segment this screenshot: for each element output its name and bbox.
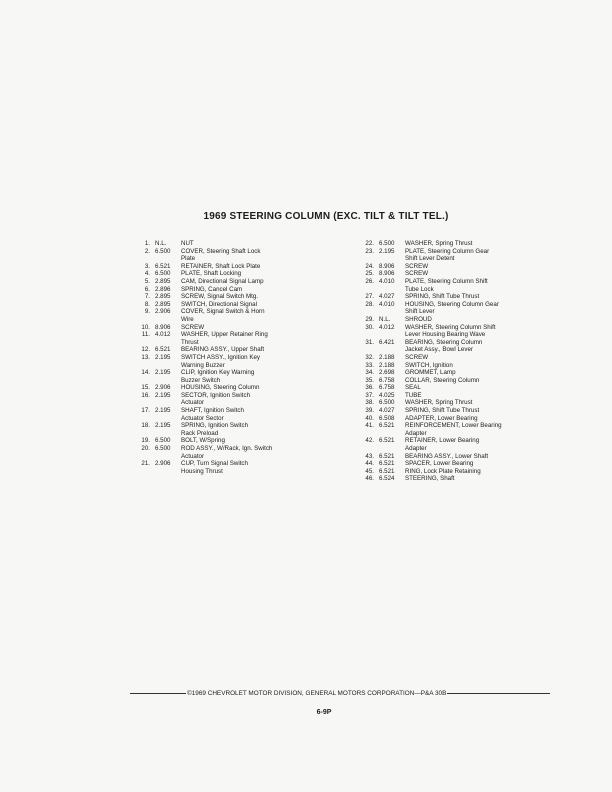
part-description: STEERING, Shaft: [405, 475, 455, 483]
part-number: 45.: [365, 467, 374, 475]
part-description: WASHER, Spring Thrust: [405, 399, 473, 407]
part-number: 46.: [365, 475, 374, 483]
part-description: WASHER, Steering Column Shift Lever Housing Bearing Wave: [405, 323, 496, 339]
part-row: [364, 407, 604, 415]
part-number: 29.: [365, 315, 374, 323]
part-row: [364, 324, 604, 339]
part-row: [140, 293, 380, 301]
part-description: COVER, Steering Shaft Lock Plate: [181, 247, 261, 263]
part-description: SWITCH, Ignition: [405, 361, 453, 369]
part-row: [364, 278, 604, 293]
part-group-code: 4.010: [379, 300, 395, 308]
part-row: [364, 316, 604, 324]
part-group-code: 6.500: [155, 445, 171, 453]
part-group-code: 2.195: [155, 391, 171, 399]
part-group-code: 2.906: [155, 384, 171, 392]
part-group-code: 2.195: [155, 369, 171, 377]
part-group-code: 6.508: [379, 414, 395, 422]
part-row: [364, 399, 604, 407]
part-group-code: 6.421: [379, 338, 395, 346]
part-group-code: 2.195: [155, 407, 171, 415]
part-number: 10.: [141, 323, 150, 331]
part-group-code: 2.698: [379, 369, 395, 377]
part-number: 35.: [365, 376, 374, 384]
part-description: SPRING, Ignition Switch Rack Preload: [181, 422, 249, 437]
part-group-code: 6.500: [379, 240, 395, 247]
part-group-code: 4.012: [379, 323, 395, 331]
footer-rule-right: [447, 693, 550, 694]
part-number: 39.: [365, 407, 374, 415]
part-number: 20.: [141, 445, 150, 453]
part-description: SEAL: [405, 384, 421, 392]
part-group-code: 4.025: [379, 391, 395, 399]
part-description: BEARING ASSY., Upper Shaft: [181, 346, 265, 354]
part-description: BEARING ASSY., Lower Shaft: [405, 452, 489, 460]
part-group-code: 4.010: [379, 277, 395, 285]
parts-list-right: [364, 240, 604, 483]
part-group-code: 8.906: [379, 270, 395, 278]
part-number: 38.: [365, 399, 374, 407]
part-description: GROMMET, Lamp: [405, 369, 456, 377]
part-group-code: 4.012: [155, 331, 171, 339]
part-group-code: 8.906: [379, 262, 395, 270]
part-row: [364, 437, 604, 452]
copyright-footer: [130, 690, 550, 697]
part-number: 19.: [141, 437, 150, 445]
footer-rule-left: [130, 693, 186, 694]
part-number: 27.: [365, 293, 374, 301]
part-description: COVER, Signal Switch & Horn Wire: [181, 308, 265, 323]
part-number: 12.: [141, 346, 150, 354]
part-row: [364, 339, 604, 354]
part-row: [140, 407, 380, 422]
part-group-code: 6.500: [155, 247, 171, 255]
part-group-code: N.L.: [155, 240, 167, 247]
part-group-code: 6.758: [379, 384, 395, 392]
part-row: [364, 240, 604, 248]
part-row: [364, 270, 604, 278]
part-number: 33.: [365, 361, 374, 369]
part-row: [364, 377, 604, 385]
part-row: [364, 468, 604, 476]
part-group-code: 6.758: [379, 376, 395, 384]
part-group-code: N.L.: [379, 315, 391, 323]
part-description: HOUSING, Steering Column Gear Shift Lever: [405, 300, 499, 316]
part-number: 30.: [365, 323, 374, 331]
part-row: [140, 286, 380, 294]
part-group-code: 6.521: [379, 422, 395, 430]
part-group-code: 6.500: [379, 399, 395, 407]
part-group-code: 4.027: [379, 293, 395, 301]
part-description: HOUSING, Steering Column: [181, 384, 260, 392]
part-description: TUBE: [405, 391, 422, 399]
part-group-code: 6.500: [155, 270, 171, 278]
part-row: [140, 301, 380, 309]
part-group-code: 8.906: [155, 323, 171, 331]
part-number: 34.: [365, 369, 374, 377]
part-description: REINFORCEMENT, Lower Bearing Adapter: [405, 422, 502, 437]
part-group-code: 6.521: [379, 452, 395, 460]
part-description: PLATE, Steering Column Shift Tube Lock: [405, 277, 488, 293]
part-description: SCREW: [405, 353, 429, 361]
part-description: SCREW, Signal Switch Mtg.: [181, 293, 259, 301]
part-group-code: 2.188: [379, 361, 395, 369]
part-number: 18.: [141, 422, 150, 430]
part-number: 23.: [365, 247, 374, 255]
part-number: 43.: [365, 452, 374, 460]
part-group-code: 6.521: [379, 437, 395, 445]
footer-text: ©1969 CHEVROLET MOTOR DIVISION, GENERAL MOTORS CORPORATION—P&A 30B: [187, 690, 447, 697]
part-number: 28.: [365, 300, 374, 308]
part-row: [140, 392, 380, 407]
part-number: 26.: [365, 277, 374, 285]
part-row: [364, 362, 604, 370]
part-row: [140, 278, 380, 286]
part-description: SPRING, Cancel Cam: [181, 285, 243, 293]
part-row: [140, 270, 380, 278]
page-title: 1969 STEERING COLUMN (EXC. TILT & TILT TEL.): [203, 211, 449, 222]
part-number: 3.: [144, 262, 150, 270]
part-group-code: 2.906: [155, 308, 171, 316]
part-group-code: 2.895: [155, 277, 171, 285]
part-description: SHAFT, Ignition Switch Actuator Sector: [181, 407, 244, 422]
part-description: SECTOR, Ignition Switch Actuator: [181, 391, 251, 407]
part-description: RETAINER, Lower Bearing Adapter: [405, 437, 480, 453]
part-group-code: 6.521: [379, 460, 395, 468]
part-group-code: 6.521: [155, 346, 171, 354]
part-group-code: 2.896: [155, 285, 171, 293]
part-group-code: 4.027: [379, 407, 395, 415]
part-number: 44.: [365, 460, 374, 468]
parts-list-left: [140, 240, 380, 475]
part-description: CAM, Directional Signal Lamp: [181, 277, 264, 285]
part-number: 41.: [365, 422, 374, 430]
part-row: [140, 308, 380, 323]
part-row: [364, 248, 604, 263]
part-number: 24.: [365, 262, 374, 270]
part-number: 4.: [144, 270, 150, 278]
part-description: CLIP, Ignition Key Warning Buzzer Switch: [181, 369, 255, 384]
part-group-code: 6.524: [379, 475, 395, 483]
part-row: [364, 475, 604, 483]
part-number: 11.: [141, 331, 150, 339]
part-number: 15.: [141, 384, 150, 392]
part-row: [364, 422, 604, 437]
part-row: [364, 453, 604, 461]
part-group-code: 6.521: [155, 262, 171, 270]
part-group-code: 6.521: [379, 467, 395, 475]
part-number: 16.: [141, 391, 150, 399]
part-number: 5.: [144, 277, 150, 285]
part-row: [364, 384, 604, 392]
part-description: RETAINER, Shaft Lock Plate: [181, 262, 261, 270]
part-row: [140, 248, 380, 263]
part-description: NUT: [181, 240, 194, 247]
part-row: [364, 301, 604, 316]
part-number: 9.: [144, 308, 150, 316]
part-number: 32.: [365, 353, 374, 361]
part-number: 40.: [365, 414, 374, 422]
part-row: [140, 324, 380, 332]
part-description: WASHER, Upper Retainer Ring Thrust: [181, 331, 268, 346]
part-description: SWITCH ASSY., Ignition Key Warning Buzzer: [181, 353, 260, 369]
part-number: 25.: [365, 270, 374, 278]
part-number: 42.: [365, 437, 374, 445]
part-group-code: 2.906: [155, 460, 171, 468]
part-group-code: 2.895: [155, 300, 171, 308]
part-description: PLATE, Shaft Locking: [181, 270, 242, 278]
part-row: [364, 369, 604, 377]
part-row: [140, 240, 380, 248]
part-description: SHROUD: [405, 315, 432, 323]
part-description: CUP, Turn Signal Switch Housing Thrust: [181, 460, 248, 475]
part-row: [140, 460, 380, 475]
part-number: 17.: [141, 407, 150, 415]
part-row: [364, 460, 604, 468]
part-number: 6.: [144, 285, 150, 293]
part-number: 1.: [144, 240, 150, 247]
part-description: RING, Lock Plate Retaining: [405, 467, 481, 475]
part-description: COLLAR, Steering Column: [405, 376, 480, 384]
part-number: 37.: [365, 391, 374, 399]
part-row: [140, 331, 380, 346]
part-description: WASHER, Spring Thrust: [405, 240, 473, 247]
part-number: 14.: [141, 369, 150, 377]
part-group-code: 6.500: [155, 437, 171, 445]
part-group-code: 2.188: [379, 353, 395, 361]
part-row: [364, 415, 604, 423]
part-group-code: 2.195: [155, 422, 171, 430]
part-description: ROD ASSY., W/Rack, Ign. Switch Actuator: [181, 445, 273, 460]
part-description: SPRING, Shift Tube Thrust: [405, 407, 480, 415]
part-row: [140, 369, 380, 384]
part-group-code: 2.195: [379, 247, 395, 255]
part-group-code: 2.895: [155, 293, 171, 301]
part-row: [140, 384, 380, 392]
part-row: [364, 263, 604, 271]
part-number: 22.: [365, 240, 374, 247]
part-description: SPACER, Lower Bearing: [405, 460, 474, 468]
part-description: PLATE, Steering Column Gear Shift Lever Detent: [405, 247, 490, 263]
part-row: [140, 346, 380, 354]
part-description: BOLT, W/Spring: [181, 437, 225, 445]
part-description: SCREW: [405, 262, 429, 270]
part-row: [364, 392, 604, 400]
part-number: 31.: [365, 338, 374, 346]
part-row: [140, 354, 380, 369]
part-row: [140, 445, 380, 460]
part-group-code: 2.195: [155, 353, 171, 361]
part-row: [140, 437, 380, 445]
part-number: 36.: [365, 384, 374, 392]
part-row: [364, 293, 604, 301]
part-description: SCREW: [181, 323, 205, 331]
part-number: 13.: [141, 353, 150, 361]
part-number: 21.: [141, 460, 150, 468]
part-description: ADAPTER, Lower Bearing: [405, 414, 478, 422]
part-description: SPRING, Shift Tube Thrust: [405, 293, 480, 301]
part-row: [140, 263, 380, 271]
page-number: 6-9P: [316, 709, 332, 716]
part-number: 7.: [144, 293, 150, 301]
part-row: [140, 422, 380, 437]
part-number: 2.: [144, 247, 150, 255]
part-row: [364, 354, 604, 362]
part-number: 8.: [144, 300, 150, 308]
part-description: SCREW: [405, 270, 429, 278]
part-description: SWITCH, Directional Signal: [181, 300, 257, 308]
part-description: BEARING, Steering Column Jacket Assy., Bowl Lever: [405, 338, 483, 354]
